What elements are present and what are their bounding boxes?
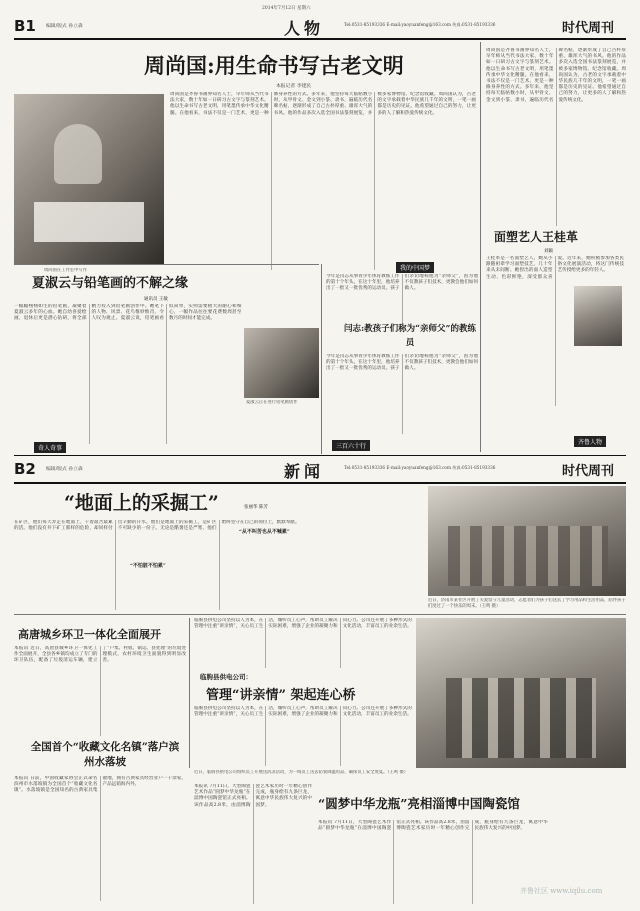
main-photo-caption: 周尚国在工作室中写作	[44, 268, 87, 273]
dig-subhead-2: “从不叫苦也从不喊累”	[239, 529, 290, 535]
tag-qiren-qishi: 奇人奇事	[34, 442, 66, 453]
art-photo-caption: 夏淑云正在进行铅笔画创作	[246, 400, 298, 405]
linqu-article	[194, 618, 412, 768]
art-byline: 通讯员 王敏	[144, 297, 168, 302]
teacher-headline: 闫志:教孩子们称为“亲师父”的教练员	[344, 324, 476, 348]
art-photo	[244, 328, 319, 398]
binzhou-article	[14, 740, 186, 905]
sculptor-headline: 面塑艺人王桂革	[494, 230, 579, 244]
tag-zhongguomeng: 我的中国梦	[396, 262, 434, 273]
main-photo-calligraphy	[34, 202, 144, 242]
divider-mid	[321, 264, 322, 454]
dig-subhead-1: “不怕脏不怕累”	[130, 563, 166, 569]
main-body: 周尚国是齐鲁书画界知名人士，早年师从当代书法大家，数十年如一日研习古文字与篆刻艺术。他以生命书写古老文明，用笔墨传承中华文化精髓。在他看来，书法不仅是一门艺术，更是一种修身养性的方式。多年来，他坚持每天临帖数小时，从甲骨文、金文到小篆、隶书，遍临历代名碑名帖，逐渐形成了自己古朴厚重、雄浑大气的书风。他的作品多次入选全国书法篆刻展览，并被多家博物馆、纪念馆收藏。周尚国认为，古老的文字承载着中华民族几千年的文明，一笔一画都是历史的见证。他希望通过自己的努力，让更多的人了解和热爱传统文化。	[170, 92, 476, 116]
linqu-kicker: 临朐县供电公司：	[200, 673, 252, 681]
sculptor-body: 王桂革是一名面塑艺人，她从小跟随祖辈学习面塑技艺，几十年来从未间断。她捏出的面人造型生动、色彩鲜艳，深受群众喜爱。近年来，她积极参加各类民俗文化展演活动，将这门传统技艺传授给更多的年轻人。	[486, 256, 624, 280]
dig-byline: 张丽华 陈芳	[244, 505, 268, 510]
page-number-b1: B1	[14, 17, 36, 35]
tag-qilu-renwu: 齐鲁人物	[574, 436, 606, 447]
section-title-xinwen: 新闻	[284, 462, 325, 481]
power-photo	[416, 618, 626, 768]
brand-shidai-bottom: 时代周刊	[562, 464, 615, 479]
teacher-body: 今年是闫志从事青少年体育教练工作的第十个年头，在这十年里，他培养出了一批又一批优秀的运动员。孩子们亲切地称他为“亲师父”，因为他不仅教孩子们技术，更教会他们如何做人。	[326, 274, 478, 292]
linqu-headline: 管理“讲亲情” 架起连心桥	[206, 688, 356, 703]
section-title-renwu: 人物	[284, 19, 325, 38]
dig-photo	[428, 486, 626, 596]
zibo-body-left: 本报讯 7月11日，大型陶瓷艺术作品“圆梦中华龙瓶”在淄博中国陶瓷馆正式亮相。该作品高2.8米，由淄博陶瓷艺术家历时一年精心创作完成，瓶身绘有九条巨龙，寓意中华民族伟大复兴的中国梦。	[194, 784, 312, 808]
tag-sanbai-liushi-hang: 三百六十行	[332, 440, 370, 451]
teacher-article	[326, 262, 478, 454]
header-rule-bottom	[14, 482, 626, 484]
gaotang-body: 本报讯 近日，高唐县城乡环卫一体化工作全面展开，全县各乡镇均成立了专门的环卫队伍，配备了垃圾清运车辆，建立了“户集、村收、镇运、县处理”的垃圾处理模式，农村环境卫生面貌得到明显改善。	[14, 646, 186, 664]
editor-credit-top: 编辑/版式 孙立森	[46, 24, 83, 29]
art-article	[14, 268, 319, 454]
power-photo-workers	[446, 678, 596, 758]
header-bar-top	[14, 14, 626, 38]
contact-line-bottom: Tel:0531-85193336 E-mail:yaoyuanfeng@163.com 传真:0531-85193336	[344, 465, 496, 470]
divider-right-top	[480, 42, 481, 452]
binzhou-body: 本报讯 日前，中国收藏家协会正式命名滨州市水落坡镇为全国首个“收藏文化名镇”。水落坡镇是全国知名的古典家具集散地，拥有古典家具经营业户一千余家，产品远销海内外。	[14, 776, 186, 794]
header-date: 2014年7月12日 星期六	[262, 6, 311, 11]
header-rule-top	[14, 38, 626, 40]
linqu-body-top: 临朐县供电公司坚持以人为本，在管理中注重“讲亲情”，关心员工生活，倾听员工心声，帮助员工解决实际困难，增强了企业的凝聚力和向心力。公司还开展了多种形式的文化活动，丰富员工的业余生活。	[194, 618, 412, 630]
header-bar-bottom	[14, 458, 626, 482]
main-headline: 周尚国:用生命书写古老文明	[144, 53, 404, 78]
teacher-body-2: 今年是闫志从事青少年体育教练工作的第十个年头，在这十年里，他培养出了一批又一批优秀的运动员。孩子们亲切地称他为“亲师父”，因为他不仅教孩子们技术，更教会他们如何做人。	[326, 354, 478, 372]
art-headline: 夏淑云与铅笔画的不解之缘	[32, 276, 189, 291]
header-rule-b2-top	[14, 455, 626, 456]
contact-line-top: Tel:0531-85193336 E-mail:yaoyuanfeng@163.com 传真:0531-85193336	[344, 22, 496, 27]
zibo-body: 本报讯 7月11日，大型陶瓷艺术作品“圆梦中华龙瓶”在淄博中国陶瓷馆正式亮相。该作品高2.8米，由淄博陶瓷艺术家历时一年精心创作完成，瓶身绘有九条巨龙，寓意中华民族伟大复兴的中国梦。	[318, 820, 548, 832]
sculptor-byline: 刘颖	[544, 249, 553, 254]
zibo-headline: “圆梦中华龙瓶”亮相淄博中国陶瓷馆	[318, 796, 520, 811]
binzhou-headline: 全国首个“收藏文化名镇”落户滨州水落坡	[30, 741, 180, 768]
main-photo-figure	[54, 124, 102, 184]
gaotang-headline: 高唐城乡环卫一体化全面展开	[18, 628, 161, 641]
dig-photo-caption: 近日，济南市某社区开展了关爱留守儿童活动，志愿者们为孩子们送去了学习用品和生活用品，陪伴孩子们度过了一个快乐的周末。（王鸣 摄）	[428, 598, 626, 609]
brand-shidai-top: 时代周刊	[562, 21, 615, 36]
art-body: 一幅幅栩栩如生的铅笔画，凝聚着夏淑云多年的心血。她自幼喜爱绘画，退休后更是潜心钻研，将全部精力投入到铅笔画创作中。她笔下的人物、风景、花鸟惟妙惟肖，令人叹为观止。夏淑云说，铅笔画看似简单，实则需要极大的耐心和细心，一幅作品往往要花费数周甚至数月的时间才能完成。	[14, 304, 242, 322]
editor-credit-bottom: 编辑/版式 孙立森	[46, 467, 83, 472]
watermark: 齐鲁社区 www.iqilu.com	[520, 887, 603, 895]
sculptor-article	[484, 226, 626, 452]
main-photo	[14, 94, 164, 264]
divider-b2-mid	[14, 614, 626, 615]
dig-body: 在矿区，他们每天奔走在地面上，干着最苦最累的活。他们没有井下矿工那样的危险，却同样付出辛勤的汗水。他们是地面上的采掘工，是矿区不可缺少的一份子。无论是酷暑还是严寒，他们始终坚守在自己的岗位上，默默奉献。	[14, 520, 300, 532]
dig-headline: “地面上的采掘工”	[64, 492, 219, 514]
power-photo-caption: 近日，临朐县供电公司组织员工开展送清凉活动，为一线员工送去防暑降温用品，确保员工安全度夏。（王鸣 摄）	[194, 770, 409, 775]
dig-photo-people	[448, 526, 608, 586]
dig-article	[14, 486, 424, 610]
sculptor-photo	[574, 286, 622, 346]
main-byline: 本报记者 李建民	[276, 84, 312, 89]
main-body-right: 周尚国是齐鲁书画界知名人士，早年师从当代书法大家，数十年如一日研习古文字与篆刻艺术。他以生命书写古老文明，用笔墨传承中华文化精髓。在他看来，书法不仅是一门艺术，更是一种修身养性的方式。多年来，他坚持每天临帖数小时，从甲骨文、金文到小篆、隶书，遍临历代名碑名帖，逐渐形成了自己古朴厚重、雄浑大气的书风。他的作品多次入选全国书法篆刻展览，并被多家博物馆、纪念馆收藏。周尚国认为，古老的文字承载着中华民族几千年的文明，一笔一画都是历史的见证。他希望通过自己的努力，让更多的人了解和热爱传统文化。	[486, 48, 626, 103]
page-number-b2: B2	[14, 460, 36, 478]
divider-art-top	[14, 264, 319, 265]
linqu-body: 临朐县供电公司坚持以人为本，在管理中注重“讲亲情”，关心员工生活，倾听员工心声，帮助员工解决实际困难，增强了企业的凝聚力和向心力。公司还开展了多种形式的文化活动，丰富员工的业余生活。	[194, 706, 412, 718]
gaotang-article	[14, 618, 186, 738]
divider-linqu-left	[189, 618, 190, 768]
